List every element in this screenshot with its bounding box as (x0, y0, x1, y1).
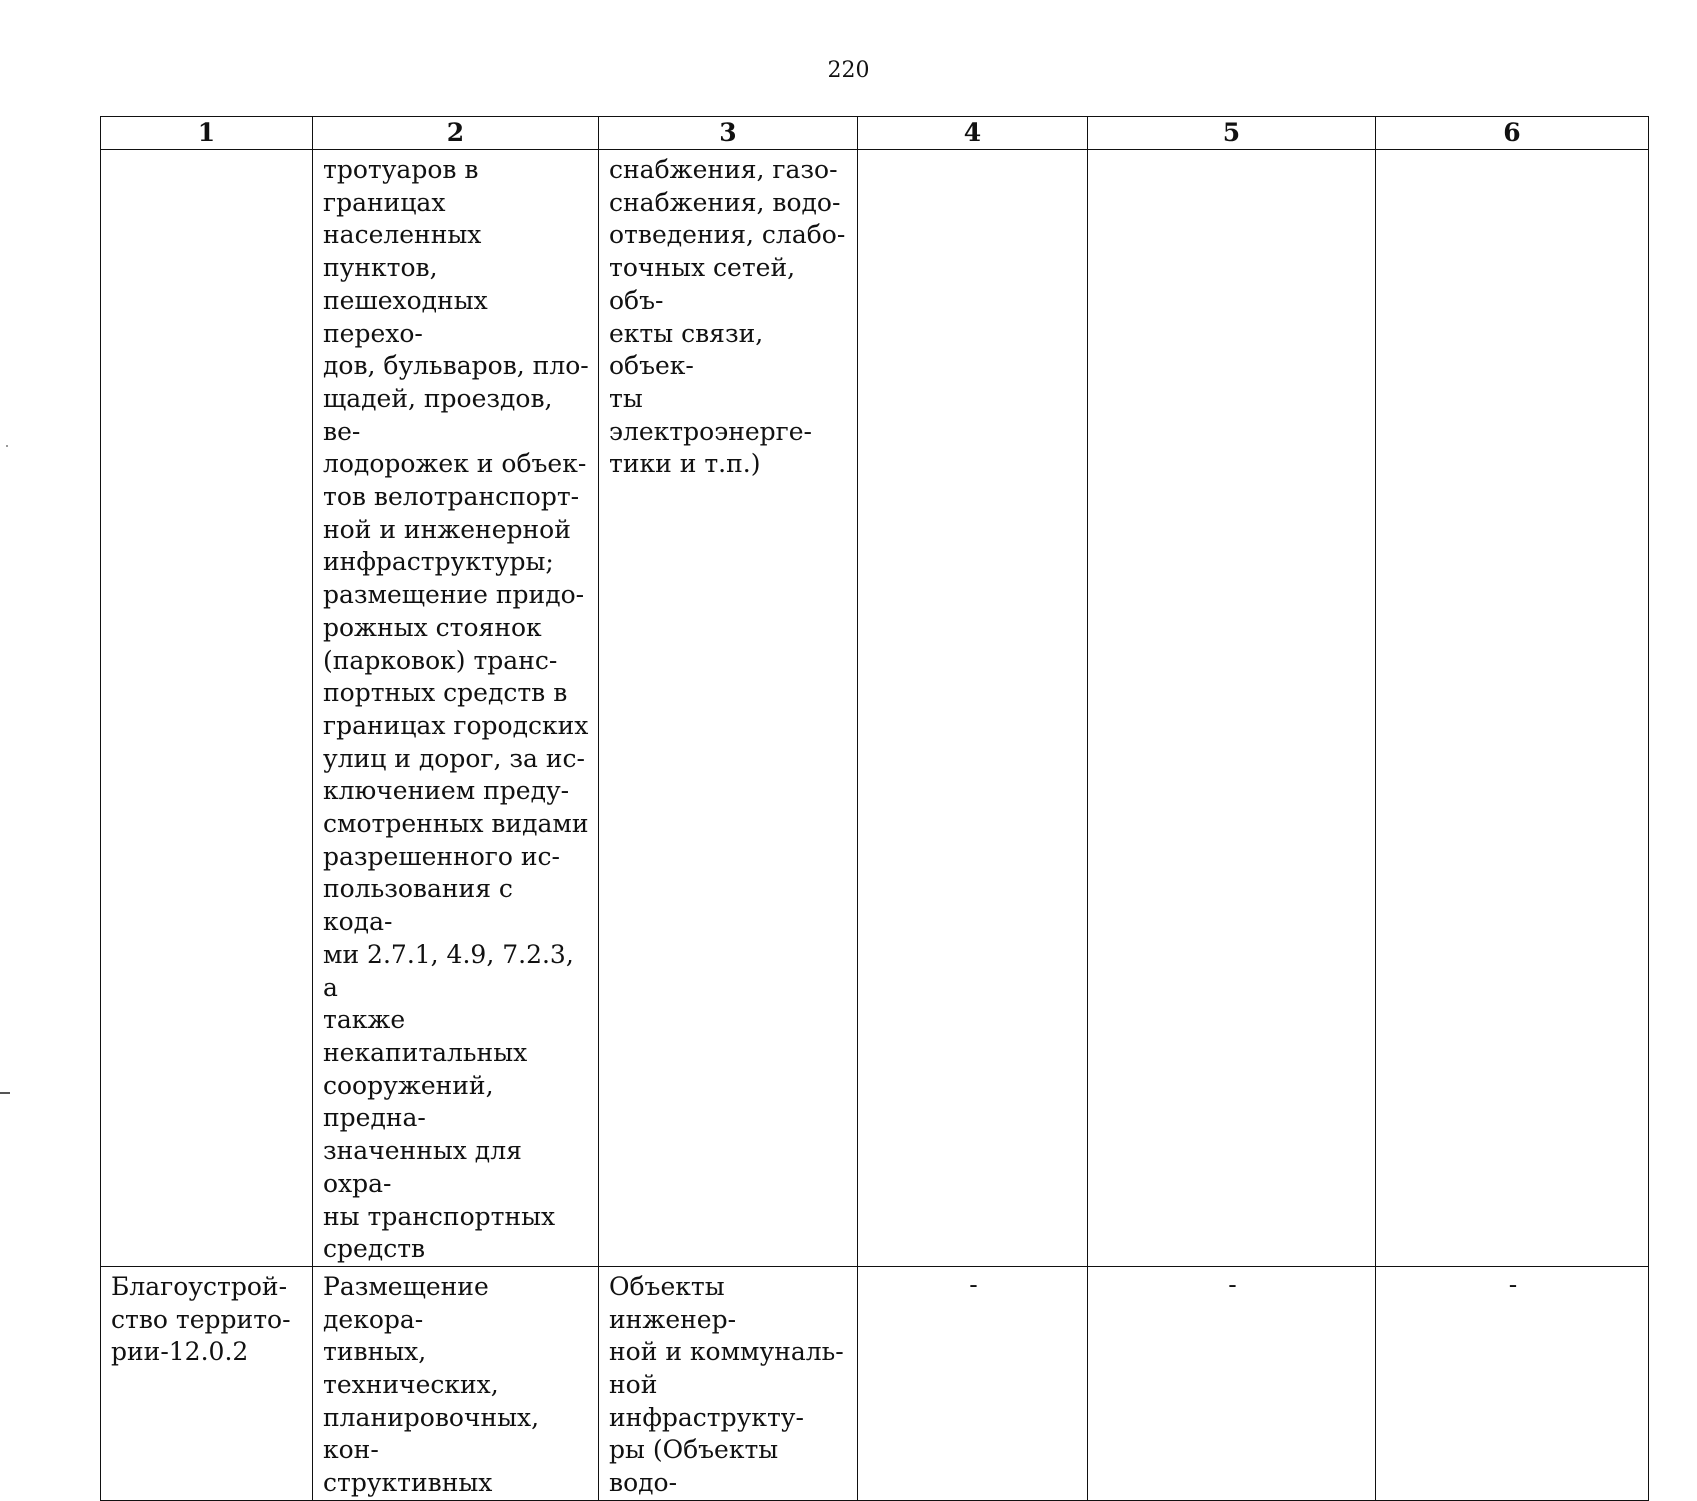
table-cell: снабжения, газо- снабжения, водо- отведения, слабо- точных сетей, объ- екты связи, объек- ты электроэнерге- тики и т.п.) (599, 150, 858, 1267)
table-row (101, 1266, 1649, 1500)
table-cell: Объекты инженер- ной и коммуналь- ной инфраструкту- ры (Объекты водо- (599, 1266, 858, 1500)
column-header-4: 4 (858, 117, 1088, 150)
table-cell (1376, 150, 1649, 1267)
scan-mark (6, 445, 8, 447)
page-number: 220 (827, 58, 870, 83)
table-cell: - (1088, 1266, 1376, 1500)
table-cell: Благоустрой- ство террито- рии-12.0.2 (101, 1266, 313, 1500)
scan-mark (0, 1092, 10, 1094)
table-cell: тротуаров в границах населенных пунктов, пешеходных перехо- дов, бульваров, пло- щадей, проездов, ве- лодорожек и объек- тов велотранспорт- ной и инженерной инфраструктуры; размещение придо- рожных стоянок (парковок) транс- портных средств в границах городских улиц и дорог, за ис- ключением преду- смотренных видами разрешенного ис- пользования с кода- ми 2.7.1, 4.9, 7.2.3, а также некапитальных сооружений, предна- значенных для охра- ны транспортных средств (313, 150, 599, 1267)
land-use-table (100, 116, 1649, 1501)
table-row (101, 150, 1649, 1267)
table-cell (101, 150, 313, 1267)
table-header-row (101, 117, 1649, 150)
table-cell: - (1376, 1266, 1649, 1500)
column-header-2: 2 (313, 117, 599, 150)
column-header-3: 3 (599, 117, 858, 150)
column-header-6: 6 (1376, 117, 1649, 150)
table-cell: Размещение декора- тивных, технических, планировочных, кон- структивных (313, 1266, 599, 1500)
table-cell (858, 150, 1088, 1267)
column-header-5: 5 (1088, 117, 1376, 150)
table-cell (1088, 150, 1376, 1267)
column-header-1: 1 (101, 117, 313, 150)
table-cell: - (858, 1266, 1088, 1500)
